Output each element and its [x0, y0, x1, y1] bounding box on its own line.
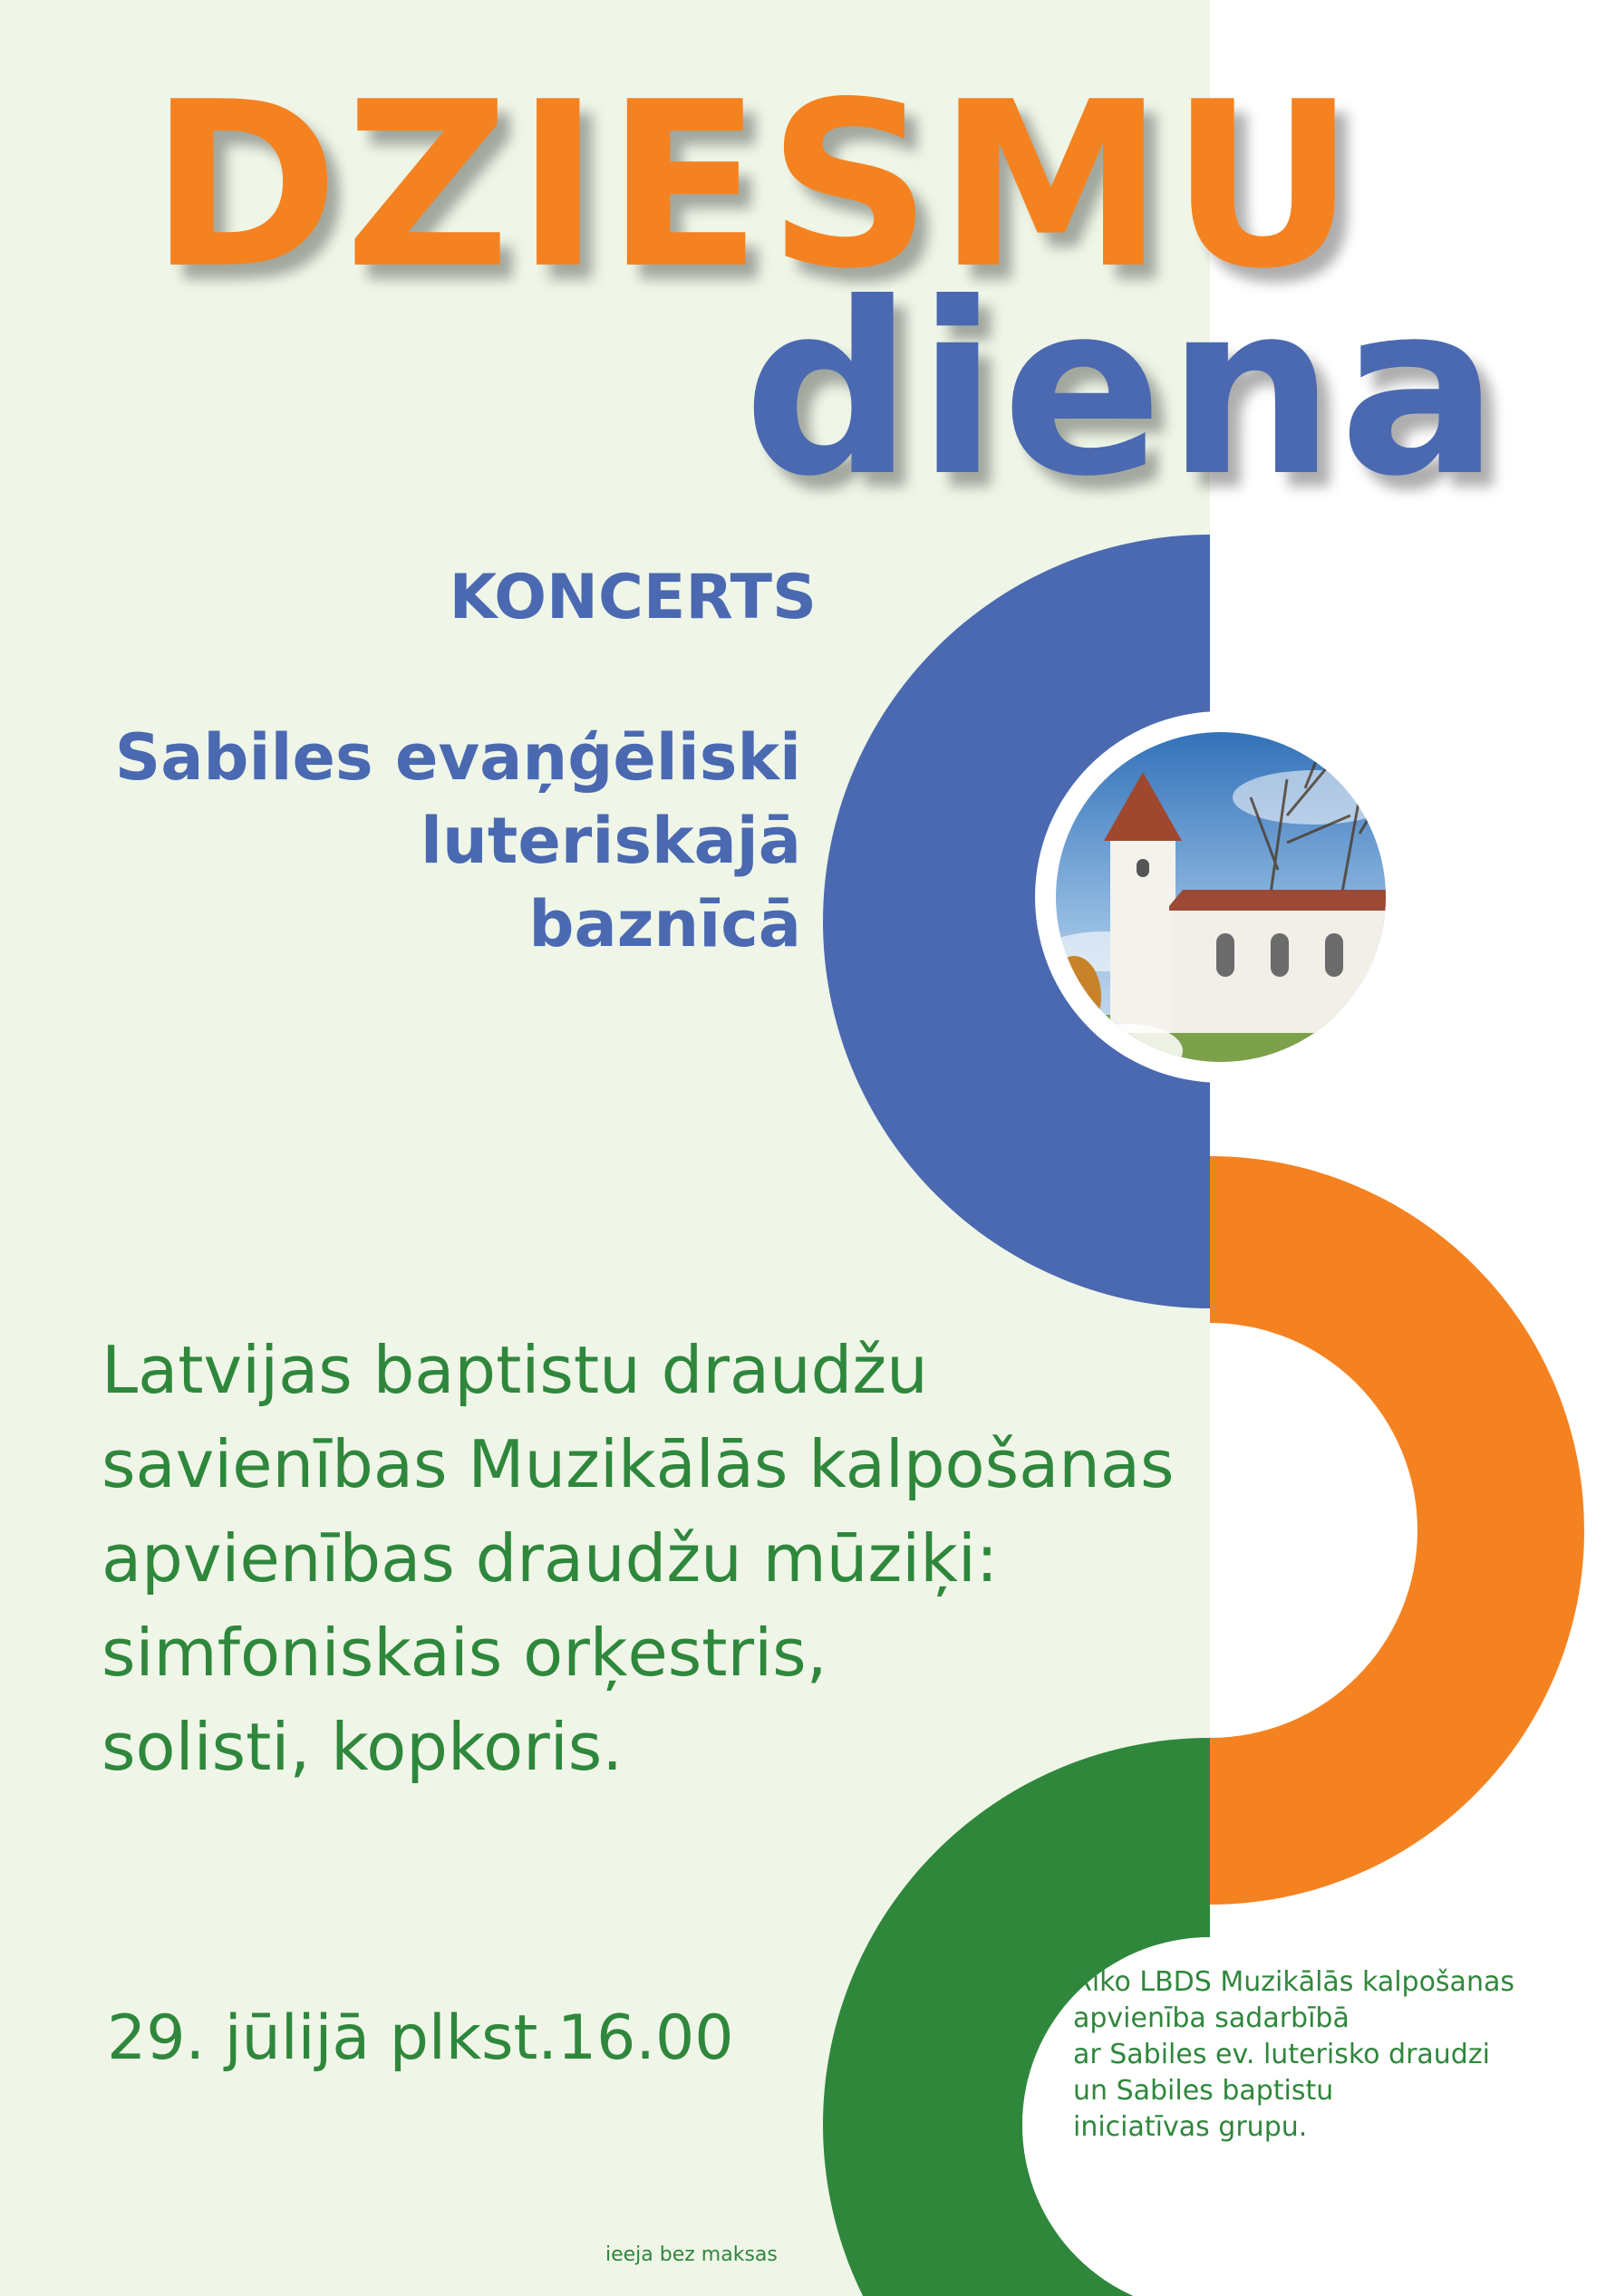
venue-block	[115, 716, 801, 966]
event-date-time: 29. jūlijā plkst.16.00	[107, 2002, 734, 2074]
venue-line: baznīcā	[528, 887, 801, 961]
organizers-line: iniciatīvas grupu.	[1073, 2111, 1308, 2143]
performers-line: simfoniskais orķestris,	[102, 1615, 827, 1691]
performers-line: Latvijas baptistu draudžu	[102, 1332, 928, 1408]
organizers-line: Rīko LBDS Muzikālās kalpošanas	[1073, 1966, 1514, 1998]
admission-note: ieeja bez maksas	[605, 2243, 778, 2266]
title-line-diena: diena	[743, 252, 1504, 528]
organizers-line: un Sabiles baptistu	[1073, 2075, 1334, 2107]
venue-line: Sabiles evaņģēliski	[114, 720, 801, 795]
event-type: KONCERTS	[449, 562, 817, 633]
performers-line: solisti, kopkoris.	[102, 1709, 624, 1785]
title-line-dziesmu: DZIESMU	[150, 53, 1361, 319]
performers-line: savienības Muzikālās kalpošanas	[102, 1426, 1175, 1502]
venue-line: luteriskajā	[421, 804, 801, 878]
organizers-block	[1073, 1964, 1514, 2146]
organizers-line: apvienība sadarbībā	[1073, 2002, 1350, 2034]
organizers-line: ar Sabiles ev. luterisko draudzi	[1073, 2039, 1490, 2070]
performers-line: apvienības draudžu mūziķi:	[102, 1520, 999, 1597]
performers-block	[102, 1323, 1175, 1794]
